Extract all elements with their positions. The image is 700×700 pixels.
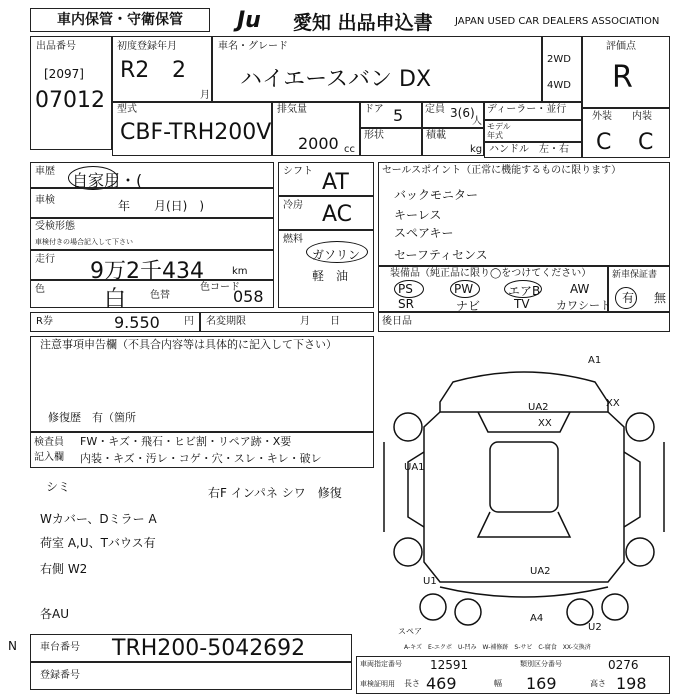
- fuel-label: 燃料: [283, 234, 303, 245]
- history-value: 自家用・(: [72, 171, 143, 190]
- lot-label: 出品番号: [36, 41, 76, 52]
- note-2: 右F インパネ シワ 修復: [208, 486, 342, 500]
- pw-circle: [450, 280, 480, 298]
- rear-seat-label: 後日品: [382, 316, 412, 327]
- car-damage-diagram: [378, 332, 670, 632]
- load-label: 積載: [426, 130, 446, 141]
- inspector-label: 検査員 記入欄: [34, 437, 64, 463]
- model-code: CBF-TRH200V: [120, 120, 272, 145]
- length-value: 469: [426, 674, 457, 693]
- diag-a1: A1: [588, 355, 602, 366]
- doors-value: 5: [393, 106, 404, 125]
- shift-value: AT: [322, 170, 349, 195]
- acceptance-note: 車検付きの場合記入して下さい: [35, 238, 133, 246]
- shape-label: 形状: [364, 130, 384, 141]
- mileage-label: 走行: [35, 254, 55, 265]
- equip-pw: PW: [454, 282, 474, 296]
- 2wd-label: 2WD: [547, 54, 571, 65]
- km-label: km: [232, 266, 248, 277]
- car-name: ハイエースバン DX: [240, 67, 432, 92]
- chassis-value: TRH200-5042692: [112, 636, 306, 661]
- note-6: 各AU: [40, 607, 69, 621]
- inspector-row1: FW・キズ・飛石・ヒビ割・リペア跡・X要: [80, 435, 292, 448]
- handle-label: ハンドル 左・右: [489, 144, 569, 155]
- cc-label: cc: [344, 144, 355, 155]
- regno-label: 登録番号: [40, 670, 80, 681]
- kg-label: kg: [470, 144, 483, 155]
- storage-title: 車内保管・守衛保管: [30, 8, 210, 32]
- lot-bracket: [2097]: [44, 67, 84, 81]
- nin-label: 人: [472, 116, 482, 127]
- diag-u2: U2: [588, 622, 602, 633]
- warranty-circle: [615, 287, 637, 309]
- org-title: 愛知 出品申込書: [293, 12, 433, 34]
- recycle-value: 9.550: [114, 313, 160, 332]
- history-box: [30, 162, 274, 188]
- rear-seat-box: [378, 312, 670, 332]
- first-reg-label: 初度登録年月: [117, 41, 177, 52]
- org-english: JAPAN USED CAR DEALERS ASSOCIATION: [455, 16, 660, 27]
- diag-a4: A4: [530, 613, 544, 624]
- side-n: N: [8, 639, 17, 653]
- cert-dims-label: 車検証明用: [360, 680, 395, 688]
- sales-point-4: セーフティセンス: [394, 248, 488, 262]
- diag-xx-top: XX: [538, 418, 552, 429]
- capacity-value: 3(6): [450, 106, 475, 120]
- equip-navi: ナビ: [456, 299, 481, 313]
- displacement-value: 2000: [298, 134, 339, 153]
- vehicle-no-value: 12591: [430, 658, 469, 672]
- ju-logo: Ju: [237, 8, 261, 33]
- inspection-label: 車検: [35, 195, 55, 206]
- model-year-label: モデル 年式: [487, 122, 511, 140]
- cooler-label: 冷房: [283, 200, 303, 211]
- warranty-none: 無: [654, 291, 667, 305]
- height-value: 198: [616, 674, 647, 693]
- repair-label: 修復歴 有（箇所: [48, 411, 136, 424]
- equipment-label: 装備品（純正品に限り◯をつけてください）: [390, 268, 592, 279]
- inspection-line: 年 月(日) ): [118, 199, 205, 213]
- fuel-circle: [306, 241, 368, 263]
- height-label: 高さ: [590, 679, 606, 688]
- history-circle: [68, 166, 118, 190]
- length-label: 長さ: [404, 679, 420, 688]
- sales-label: セールスポイント（正常に機能するものに限ります）: [382, 165, 622, 176]
- color-label: 色: [35, 284, 45, 295]
- int-label: 内装: [632, 111, 652, 122]
- sales-point-2: キーレス: [394, 208, 442, 222]
- color-value: 白: [104, 287, 127, 312]
- lot-number: 07012: [35, 88, 105, 113]
- color-code-value: 058: [233, 287, 264, 306]
- recycle-label: R券: [36, 316, 53, 327]
- displacement-label: 排気量: [277, 104, 307, 115]
- yen-label: 円: [184, 316, 194, 327]
- rating-value: R: [612, 60, 633, 95]
- width-label: 幅: [494, 679, 502, 688]
- sales-point-3: スペアキー: [394, 226, 454, 240]
- diag-xx-right: XX: [606, 398, 620, 409]
- fuel-value: ガソリン: [312, 248, 361, 262]
- equip-airbag: エアB: [508, 284, 541, 298]
- int-grade: C: [638, 130, 654, 155]
- class-no-label: 類別区分番号: [520, 660, 562, 668]
- airbag-circle: [504, 280, 542, 298]
- mileage-value: 9万2千434: [90, 259, 204, 284]
- sales-point-1: バックモニター: [394, 188, 479, 202]
- ext-label: 外装: [592, 111, 612, 122]
- note-3: Wカバー、Dミラー A: [40, 512, 157, 526]
- ext-grade: C: [596, 130, 612, 155]
- type-label: 型式: [117, 104, 137, 115]
- note-1: シミ: [46, 480, 71, 494]
- cooler-value: AC: [322, 202, 353, 227]
- note-5: 右側 W2: [40, 562, 88, 576]
- warranty-label: 新車保証書: [612, 270, 658, 280]
- equip-sr: SR: [398, 297, 414, 311]
- name-change-label: 名変期限: [206, 316, 246, 327]
- oil-label: 軽 油: [312, 269, 349, 283]
- doors-label: ドア: [364, 104, 384, 115]
- class-no-value: 0276: [608, 658, 639, 672]
- notice-label: 注意事項申告欄（不具合内容等は具体的に記入して下さい）: [40, 338, 337, 351]
- color-code-label: 色コード: [200, 282, 240, 293]
- equip-tv: TV: [514, 297, 530, 311]
- history-label: 車歴: [35, 166, 55, 177]
- ps-circle: [394, 280, 424, 298]
- capacity-label: 定員: [425, 104, 445, 115]
- diag-spare: スペア: [398, 627, 422, 636]
- note-4: 荷室 A,U、Tバウス有: [40, 536, 156, 550]
- rating-label: 評価点: [606, 41, 636, 52]
- diag-u1: U1: [423, 576, 437, 587]
- diag-ua2-bottom: UA2: [530, 566, 551, 577]
- diag-ua1: UA1: [404, 462, 425, 473]
- damage-legend: A-キズ E-エクボ U-凹み W-補修跡 S-サビ C-腐食 XX-交換済: [404, 644, 591, 651]
- chassis-label: 車台番号: [40, 642, 80, 653]
- car-grade-label: 車名・グレード: [218, 41, 288, 52]
- drive-box: [542, 36, 582, 102]
- warranty-has: 有: [622, 291, 635, 305]
- color-change-label: 色替: [150, 290, 170, 301]
- vehicle-no-label: 車両指定番号: [360, 660, 402, 668]
- equip-seat: カワシート: [556, 299, 611, 312]
- name-change-date: 月 日: [300, 316, 340, 327]
- equip-aw: AW: [570, 282, 590, 296]
- dealer-label: ディーラー・並行: [487, 104, 567, 115]
- acceptance-label: 受検形態: [35, 221, 75, 232]
- diag-ua2-top: UA2: [528, 402, 549, 413]
- 4wd-label: 4WD: [547, 80, 571, 91]
- shift-label: シフト: [283, 166, 313, 177]
- width-value: 169: [526, 674, 557, 693]
- inspector-row2: 内装・キズ・汚レ・コゲ・穴・スレ・キレ・破レ: [80, 452, 322, 465]
- month-label: 月: [200, 90, 210, 101]
- equip-ps: PS: [398, 282, 413, 296]
- reg-month: 2: [172, 58, 186, 83]
- reg-year: R2: [120, 58, 150, 83]
